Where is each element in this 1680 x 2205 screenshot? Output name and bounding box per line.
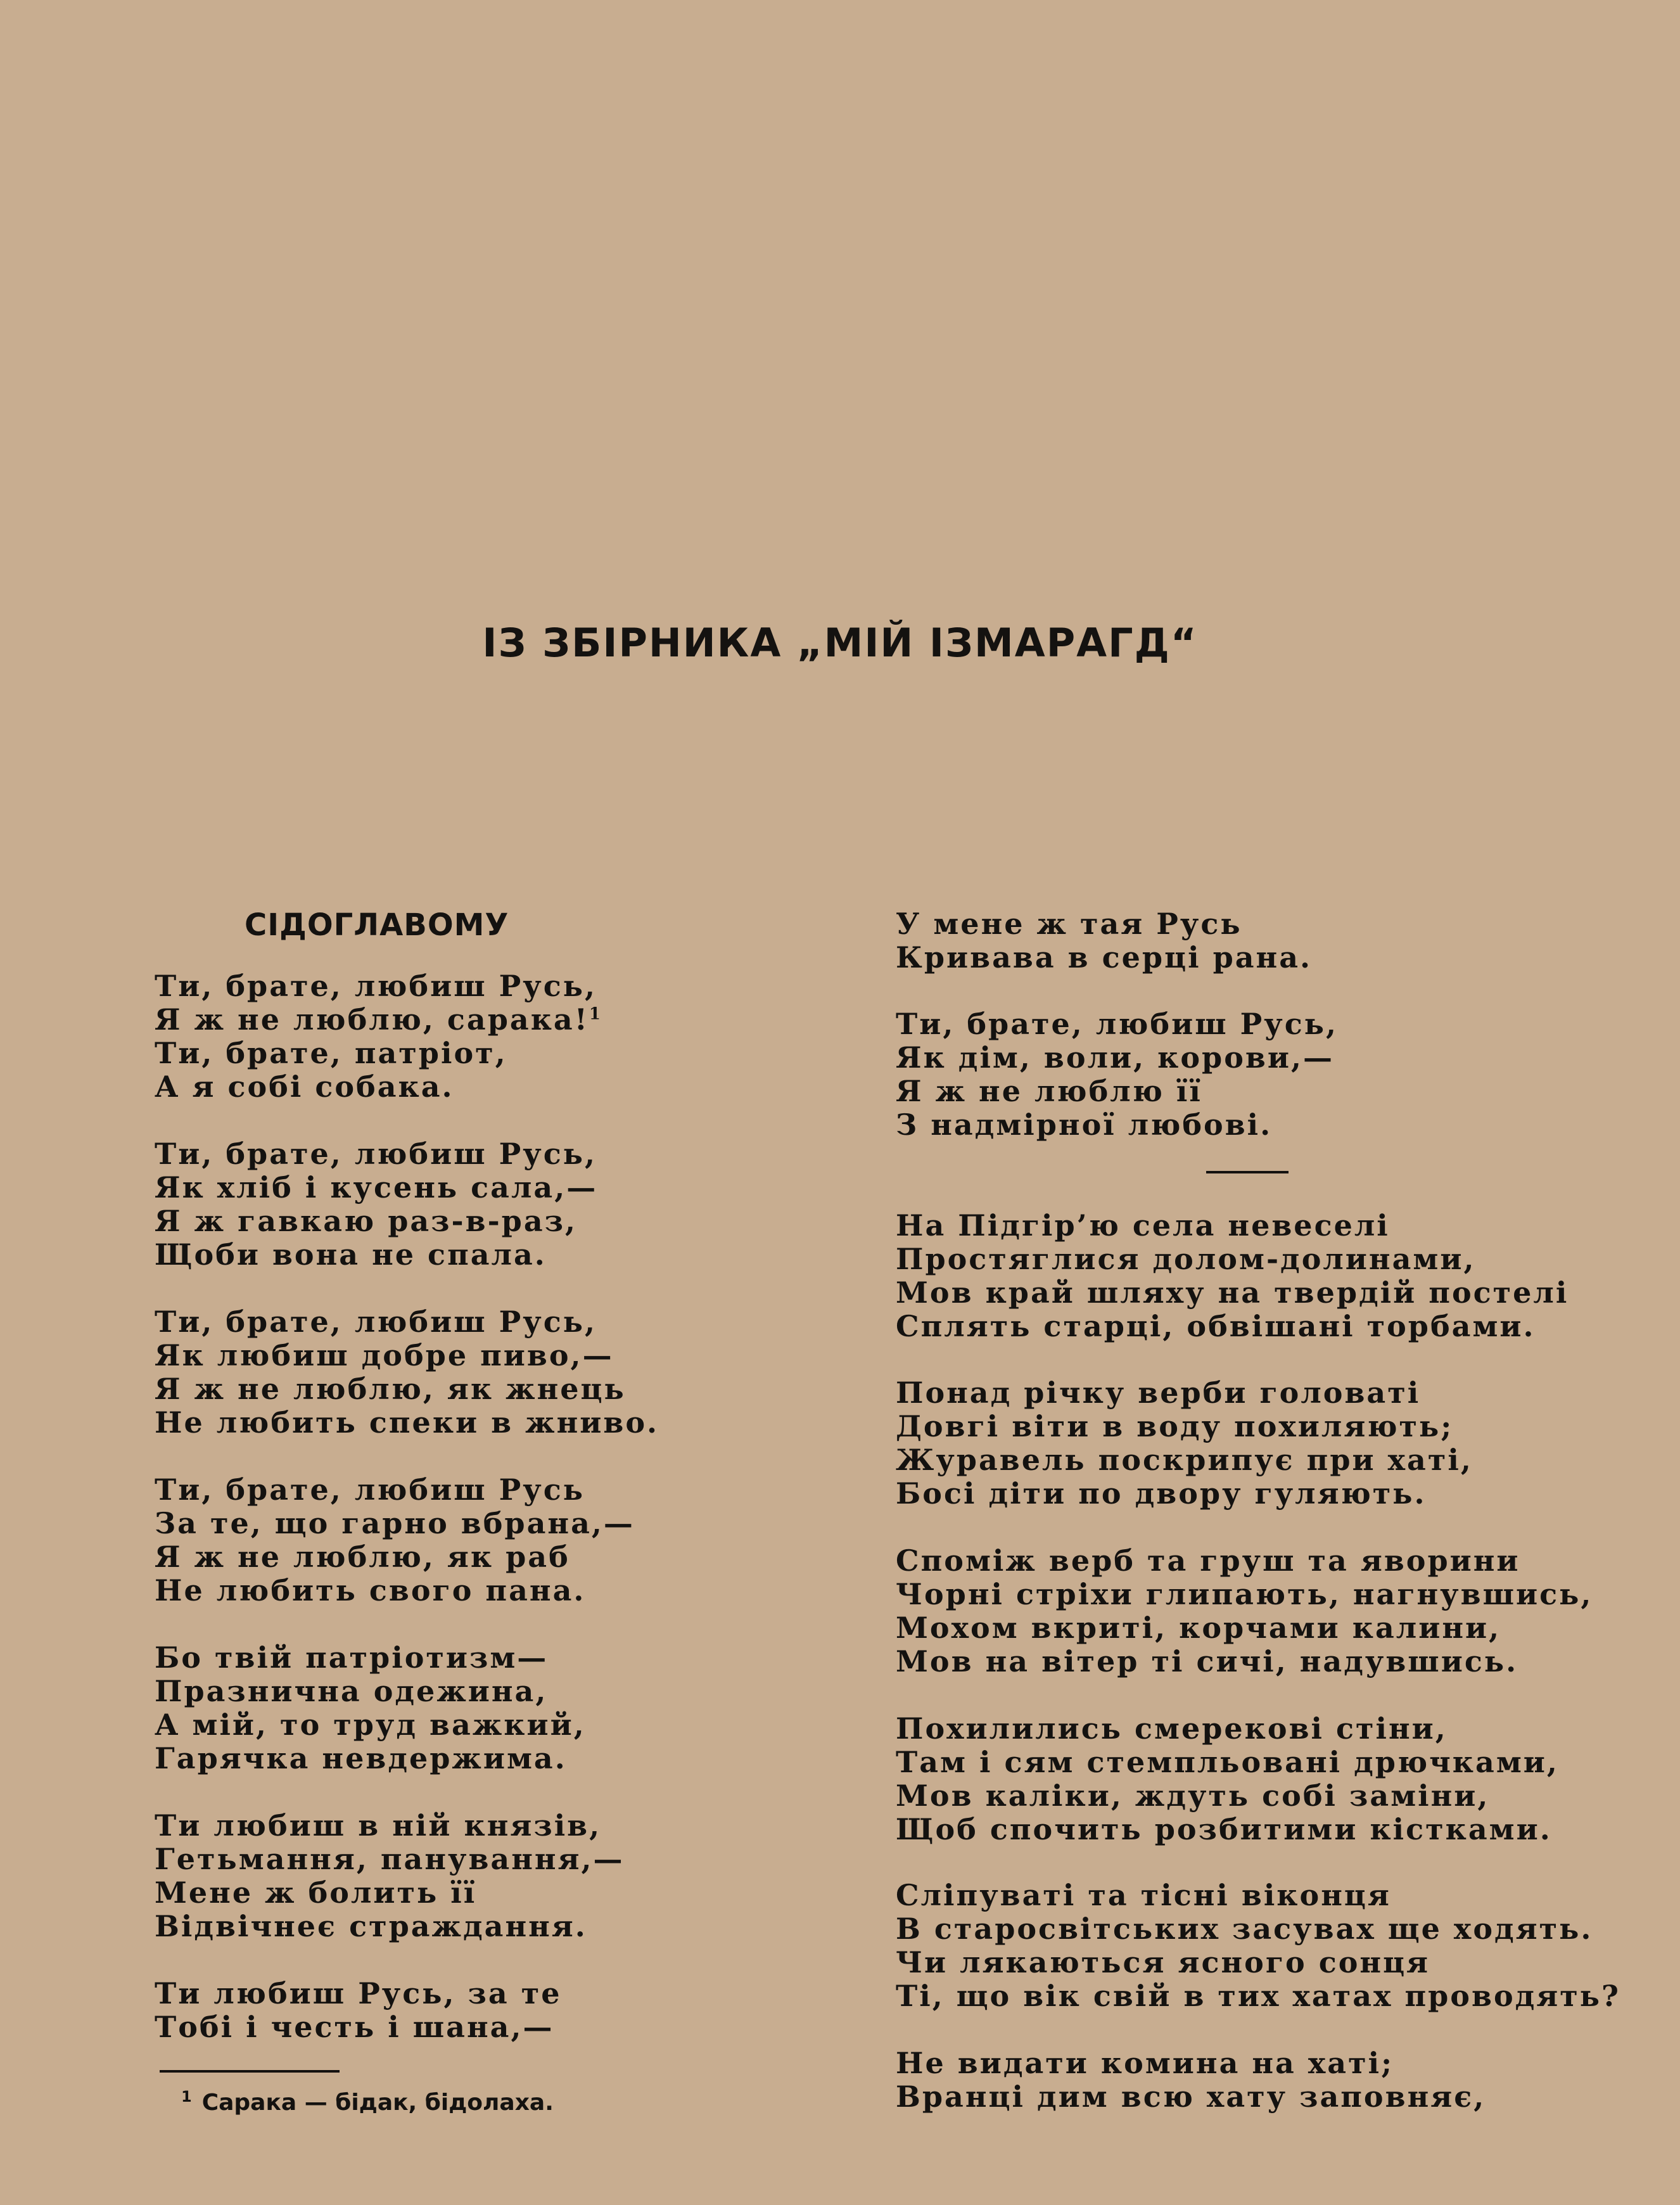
- verse-line: Понад річку верби головаті: [896, 1376, 1421, 1410]
- stanza: [896, 1376, 1473, 1511]
- verse-line: Як любиш добре пиво,—: [155, 1338, 614, 1372]
- verse-line: Не видати комина на хаті;: [896, 2046, 1394, 2080]
- verse-line: Ти любиш в ній князів,: [155, 1808, 602, 1843]
- verse-line: Журавель поскрипує при хаті,: [896, 1443, 1473, 1477]
- verse-line: Споміж верб та груш та яворини: [896, 1544, 1520, 1578]
- page-title: ІЗ ЗБІРНИКА „МІЙ ІЗМАРАГД“: [482, 620, 1198, 666]
- verse-line: Я ж не люблю, як жнець: [155, 1372, 626, 1406]
- verse-line: Простяглися долом-долинами,: [896, 1242, 1476, 1276]
- verse-line: А мій, то труд важкий,: [155, 1708, 586, 1742]
- verse-line: Тобі і честь і шана,—: [155, 2010, 554, 2044]
- verse-line: Ти любиш Русь, за те: [155, 1976, 562, 2010]
- stanza: [155, 1977, 561, 2044]
- verse-line: Сліпуваті та тісні віконця: [896, 1878, 1391, 1912]
- verse-line: Чорні стріхи глипають, нагнувшись,: [896, 1577, 1593, 1611]
- verse-line: Як хліб і кусень сала,—: [155, 1170, 598, 1205]
- verse-line: Ти, брате, любиш Русь,: [155, 969, 597, 1003]
- stanza: [155, 1473, 635, 1607]
- footnote: [181, 2090, 554, 2116]
- verse-line: Празнична одежина,: [155, 1674, 548, 1708]
- footnote-text: Сарака — бідак, бідолаха.: [201, 2090, 554, 2116]
- verse-line: Ти, брате, любиш Русь: [155, 1473, 585, 1507]
- verse-line: Ти, брате, патріот,: [155, 1036, 507, 1070]
- verse-line: Ти, брате, любиш Русь,: [155, 1305, 597, 1339]
- stanza: [896, 1712, 1559, 1846]
- verse-line: Мов край шляху на твердій постелі: [896, 1275, 1569, 1310]
- stanza: [896, 907, 1312, 975]
- verse-line: Гетьмання, панування,—: [155, 1842, 625, 1876]
- verse-line: Я ж не люблю, сарака!$^1$: [155, 1002, 601, 1037]
- verse-line: Ті, що вік свій в тих хатах проводять?: [896, 1979, 1620, 2013]
- verse-line: Похилились смерекові стіни,: [896, 1711, 1448, 1746]
- verse-line: Там і сям стемпльовані дрючками,: [896, 1745, 1559, 1779]
- stanza: [896, 1007, 1338, 1142]
- footnote-divider: [160, 2070, 340, 2073]
- stanza: [155, 1305, 659, 1440]
- poem-title: СІДОГЛАВОМУ: [245, 907, 509, 943]
- verse-line: Мохом вкриті, корчами калини,: [896, 1611, 1501, 1645]
- stanza: [155, 969, 601, 1104]
- verse-line: Мене ж болить її: [155, 1876, 477, 1910]
- stanza: [155, 1809, 625, 1943]
- verse-line: Бо твій патріотизм—: [155, 1640, 549, 1675]
- footnote-reference[interactable]: 1: [589, 1004, 601, 1024]
- verse-line: Ти, брате, любиш Русь,: [155, 1137, 597, 1171]
- verse-line: Чи лякаються ясного сонця: [896, 1945, 1430, 1979]
- verse-line: Я ж не люблю, як раб: [155, 1540, 570, 1574]
- verse-line: Відвічнеє страждання.: [155, 1909, 587, 1943]
- verse-line: В старосвітських засувах ще ходять.: [896, 1912, 1593, 1946]
- verse-line: Довгі віти в воду похиляють;: [896, 1409, 1454, 1443]
- verse-line: Як дім, воли, корови,—: [896, 1040, 1334, 1075]
- verse-line: На Підгір’ю села невеселі: [896, 1208, 1390, 1243]
- stanza: [896, 1209, 1569, 1343]
- verse-line: У мене ж тая Русь: [896, 907, 1242, 941]
- verse-line: А я собі собака.: [155, 1070, 454, 1104]
- stanza: [896, 1544, 1593, 1678]
- verse-line: З надмірної любові.: [896, 1108, 1273, 1142]
- footnote-mark: 1: [181, 2088, 192, 2106]
- verse-line: Мов на вітер ті сичі, надувшись.: [896, 1644, 1518, 1678]
- verse-line: Я ж гавкаю раз-в-раз,: [155, 1204, 578, 1238]
- verse-line: Гарячка невдержима.: [155, 1741, 567, 1775]
- verse-line: Босі діти по двору гуляють.: [896, 1476, 1427, 1511]
- verse-line: Ти, брате, любиш Русь,: [896, 1007, 1338, 1041]
- section-divider: [1206, 1171, 1289, 1173]
- stanza: [155, 1137, 597, 1272]
- verse-line: Кривава в серці рана.: [896, 940, 1313, 975]
- verse-line: Щоб спочить розбитими кістками.: [896, 1812, 1552, 1846]
- verse-line: Сплять старці, обвішані торбами.: [896, 1309, 1536, 1343]
- stanza: [896, 1879, 1620, 2013]
- stanza: [155, 1641, 586, 1775]
- verse-line: Щоби вона не спала.: [155, 1237, 547, 1272]
- verse-line: Не любить свого пана.: [155, 1573, 586, 1607]
- verse-line: Я ж не люблю її: [896, 1074, 1202, 1108]
- verse-line: За те, що гарно вбрана,—: [155, 1506, 635, 1540]
- verse-line: Мов каліки, ждуть собі заміни,: [896, 1779, 1490, 1813]
- stanza: [896, 2047, 1486, 2114]
- verse-line: Не любить спеки в жниво.: [155, 1405, 659, 1440]
- verse-line: Вранці дим всю хату заповняє,: [896, 2080, 1486, 2114]
